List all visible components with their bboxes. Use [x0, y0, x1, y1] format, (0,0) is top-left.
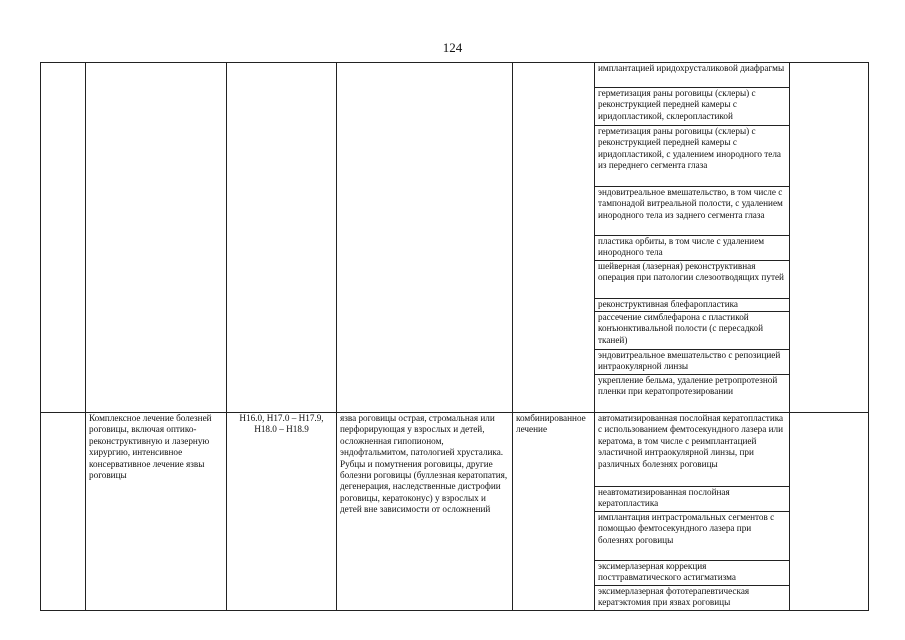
row-number-cell	[41, 413, 86, 611]
procedure-cell: герметизация раны роговицы (склеры) с реконструкцией передней камеры с иридопластикой, с удалением инородного тела из переднего сегмента глаза	[595, 126, 790, 187]
procedure-cell: рассечение симблефарона с пластикой конъюнктивальной полости (с пересадкой тканей)	[595, 312, 790, 350]
care-group-cell	[86, 63, 227, 413]
procedure-cell: автоматизированная послойная кератопластика с использованием фемтосекундного лазера или кератома, в том числе с реимплантацией эластичной интраокулярной линзы, при различных болезнях роговицы	[595, 413, 790, 487]
procedure-cell: реконструктивная блефаропластика	[595, 299, 790, 312]
treatment-type-cell	[513, 63, 595, 413]
icd-codes-cell: H16.0, H17.0 – H17.9, H18.0 – H18.9	[227, 413, 337, 611]
patient-model-cell: язва роговицы острая, стромальная или перфорирующая у взрослых и детей, осложненная гипопионом, эндофтальмитом, патологией хрусталика. Рубцы и помутнения роговицы, другие болезни роговицы (буллезная кератопатия, дегенерация, наследственные дистрофии роговицы, кератоконус) у взрослых и детей вне зависимости от осложнений	[337, 413, 513, 611]
procedure-cell: эксимерлазерная фототерапевтическая кератэктомия при язвах роговицы	[595, 586, 790, 611]
procedure-cell: укрепление бельма, удаление ретропротезной пленки при кератопротезировании	[595, 375, 790, 413]
procedure-cell: пластика орбиты, в том числе с удалением инородного тела	[595, 236, 790, 261]
medical-care-table	[40, 62, 869, 611]
table-row	[41, 63, 869, 88]
procedure-cell: герметизация раны роговицы (склеры) с реконструкцией передней камеры с иридопластикой, склеропластикой	[595, 88, 790, 126]
procedure-cell: имплантация интрастромальных сегментов с помощью фемтосекундного лазера при болезнях роговицы	[595, 512, 790, 561]
table-row	[41, 413, 869, 487]
procedure-cell: эндовитреальное вмешательство, в том числе с тампонадой витреальной полости, с удалением инородного тела из заднего сегмента глаза	[595, 187, 790, 236]
icd-codes-cell	[227, 63, 337, 413]
procedure-cell: имплантацией иридохрусталиковой диафрагмы	[595, 63, 790, 88]
row-number-cell	[41, 63, 86, 413]
procedure-cell: шейверная (лазерная) реконструктивная операция при патологии слезоотводящих путей	[595, 261, 790, 299]
treatment-type-cell: комбинированное лечение	[513, 413, 595, 611]
cost-cell	[790, 63, 869, 413]
care-group-cell: Комплексное лечение болезней роговицы, включая оптико-реконструктивную и лазерную хирургию, интенсивное консервативное лечение язвы роговицы	[86, 413, 227, 611]
page-number: 124	[442, 40, 463, 55]
procedure-cell: эндовитреальное вмешательство с репозицией интраокулярной линзы	[595, 350, 790, 375]
procedure-cell: неавтоматизированная послойная кератопластика	[595, 487, 790, 512]
procedure-cell: эксимерлазерная коррекция посттравматического астигматизма	[595, 561, 790, 586]
patient-model-cell	[337, 63, 513, 413]
cost-cell	[790, 413, 869, 611]
